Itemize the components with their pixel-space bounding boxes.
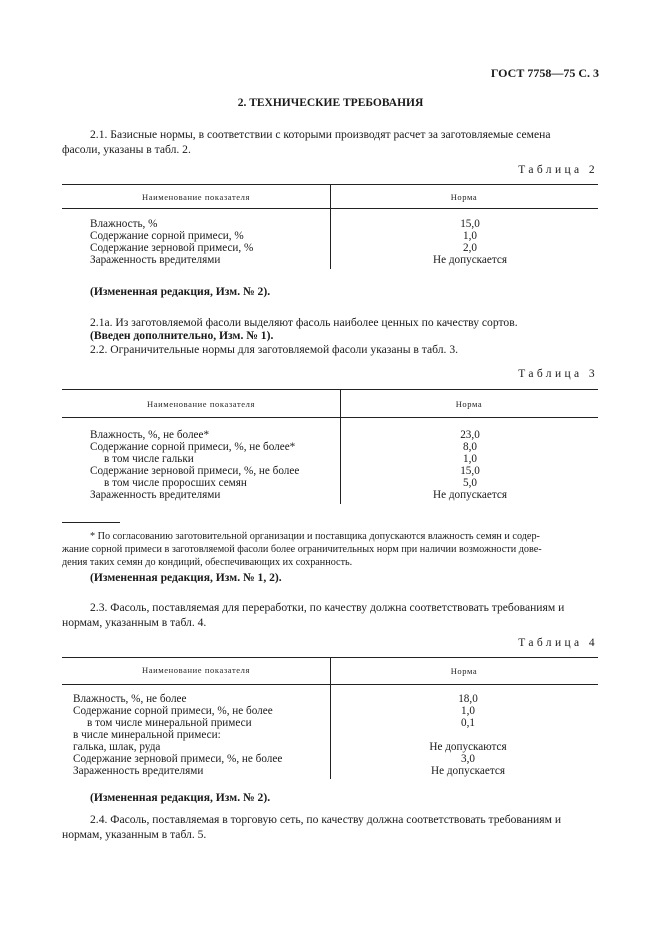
paragraph-2-1-line2: фасоли, указаны в табл. 2. — [62, 143, 191, 156]
table3-header-name: Наименование показателя — [146, 399, 255, 409]
table4-row-name: Влажность, %, не более — [73, 693, 187, 705]
table2-header-name: Наименование показателя — [141, 192, 250, 202]
table3-row-value: 1,0 — [463, 453, 477, 465]
table3-row-name: Содержание сорной примеси, %, не более* — [90, 441, 296, 453]
paragraph-2-4-line2: нормам, указанным в табл. 5. — [62, 828, 207, 841]
table3-row-value: 15,0 — [460, 465, 480, 477]
section-title: 2. ТЕХНИЧЕСКИЕ ТРЕБОВАНИЯ — [237, 97, 424, 109]
amendment-note-t2: (Измененная редакция, Изм. № 2). — [90, 285, 271, 298]
table4-row-value: 1,0 — [461, 705, 475, 717]
paragraph-2-1a: 2.1а. Из заготовляемой фасоли выделяют фасоль наиболее ценных по качеству сортов. — [90, 316, 518, 329]
table4-header-name: Наименование показателя — [141, 665, 250, 675]
table3-row-value: 5,0 — [463, 477, 477, 489]
table3-row-value: 23,0 — [460, 429, 480, 441]
table2-caption: Таблица 2 — [518, 164, 598, 176]
table4-row-value: 18,0 — [458, 693, 478, 705]
table4-row-name: Содержание зерновой примеси, %, не более — [73, 753, 283, 765]
table4-row-name: Зараженность вредителями — [73, 765, 204, 777]
table4-row-value: Не допускается — [430, 765, 505, 777]
paragraph-2-1a-note: (Введен дополнительно, Изм. № 1). — [90, 329, 274, 342]
table2-header-norm: Норма — [450, 192, 478, 202]
table2-row-value: 15,0 — [460, 218, 480, 230]
table3-row-value: Не допускается — [432, 489, 507, 501]
table4-row-value: 3,0 — [461, 753, 475, 765]
table3-row-name: в том числе гальки — [104, 453, 194, 465]
footnote-line1: * По согласованию заготовительной организации и поставщика допускаются влажность семян и содер- — [90, 531, 540, 542]
table3-row-name: Зараженность вредителями — [90, 489, 221, 501]
table4-row-value: 0,1 — [461, 717, 475, 729]
paragraph-2-3-line2: нормам, указанным в табл. 4. — [62, 616, 207, 629]
table3-row-name: в том числе проросших семян — [104, 477, 247, 489]
table3-caption: Таблица 3 — [518, 368, 598, 380]
footnote-line2: жание сорной примеси в заготовляемой фасоли более ограничительных норм при наличии возможности дове- — [62, 544, 542, 555]
table2-row-name: Содержание сорной примеси, % — [90, 230, 244, 242]
table4-row-name: галька, шлак, руда — [73, 741, 161, 753]
table2-row-value: 2,0 — [463, 242, 477, 254]
table4-caption: Таблица 4 — [518, 637, 598, 649]
amendment-note-t4: (Измененная редакция, Изм. № 2). — [90, 791, 271, 804]
paragraph-2-1-line1: 2.1. Базисные нормы, в соответствии с которыми производят расчет за заготовляемые семена — [90, 128, 551, 141]
amendment-note-t3: (Измененная редакция, Изм. № 1, 2). — [90, 571, 282, 584]
table3-header-norm: Норма — [455, 399, 483, 409]
table4-row-value: Не допускаются — [429, 741, 507, 753]
table2-row-name: Зараженность вредителями — [90, 254, 221, 266]
table3-row-name: Влажность, %, не более* — [90, 429, 210, 441]
table4-row-name: в том числе минеральной примеси — [87, 717, 252, 729]
footnote-line3: дения таких семян до кондиций, обеспечивающих их сохранность. — [62, 557, 353, 568]
table3-row-value: 8,0 — [463, 441, 477, 453]
paragraph-2-2: 2.2. Ограничительные нормы для заготовляемой фасоли указаны в табл. 3. — [90, 343, 459, 356]
table2-row-value: Не допускается — [432, 254, 507, 266]
page-header: ГОСТ 7758—75 С. 3 — [490, 66, 599, 80]
table3-row-name: Содержание зерновой примеси, %, не более — [90, 465, 300, 477]
table4-row-name: Содержание сорной примеси, %, не более — [73, 705, 273, 717]
table2-row-name: Влажность, % — [90, 218, 158, 230]
paragraph-2-3-line1: 2.3. Фасоль, поставляемая для переработки, по качеству должна соответствовать требованиям и — [90, 601, 565, 614]
footnote-divider — [62, 522, 120, 523]
paragraph-2-4-line1: 2.4. Фасоль, поставляемая в торговую сеть, по качеству должна соответствовать требованиям и — [90, 813, 562, 826]
table4-row-name: в числе минеральной примеси: — [73, 729, 221, 741]
table2-row-value: 1,0 — [463, 230, 477, 242]
table4-header-norm: Норма — [450, 666, 478, 676]
table2-row-name: Содержание зерновой примеси, % — [90, 242, 254, 254]
